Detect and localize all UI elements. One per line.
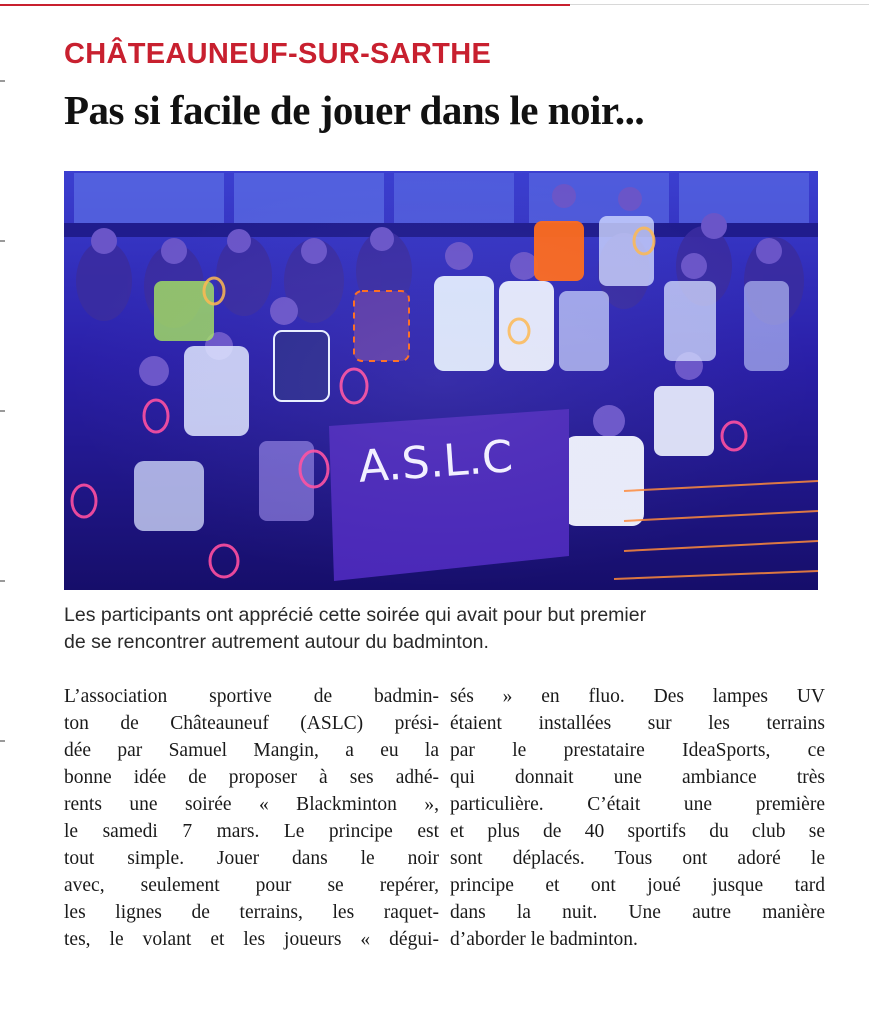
body-line: étaient installées sur les terrains (450, 713, 825, 734)
article-kicker: CHÂTEAUNEUF-SUR-SARTHE (64, 38, 492, 70)
body-line: avec, seulement pour se repérer, (64, 875, 439, 896)
body-line: et plus de 40 sportifs du club se (450, 821, 825, 842)
body-line: principe et ont joué jusque tard (450, 875, 825, 896)
body-line: qui donnait une ambiance très (450, 767, 825, 788)
body-line: sés » en fluo. Des lampes UV (450, 686, 825, 707)
body-line: le samedi 7 mars. Le principe est (64, 821, 439, 842)
caption-line: Les participants ont apprécié cette soirée qui avait pour but premier (64, 604, 647, 626)
body-line: bonne idée de proposer à ses adhé- (64, 767, 439, 788)
body-line: les lignes de terrains, les raquet- (64, 902, 439, 923)
caption-line: de se rencontrer autrement autour du badminton. (64, 631, 489, 653)
body-line: dans la nuit. Une autre manière (450, 902, 825, 923)
body-line: ton de Châteauneuf (ASLC) prési- (64, 713, 439, 734)
banner-text: A.S.L.C (356, 431, 515, 493)
article-photo (64, 171, 818, 590)
top-grey-rule (570, 4, 869, 5)
body-line: sont déplacés. Tous ont adoré le (450, 848, 825, 869)
photo-caption (64, 602, 824, 656)
body-column-right (450, 683, 825, 953)
body-column-left (64, 683, 439, 953)
body-line: d’aborder le badminton. (450, 929, 638, 950)
body-line: dée par Samuel Mangin, a eu la (64, 740, 439, 761)
top-red-rule (0, 4, 570, 6)
body-line: rents une soirée « Blackminton », (64, 794, 439, 815)
page-edge-marks (0, 80, 6, 780)
body-line: tout simple. Jouer dans le noir (64, 848, 439, 869)
body-line: particulière. C’était une première (450, 794, 825, 815)
body-line: tes, le volant et les joueurs « dégui- (64, 929, 439, 950)
body-line: L’association sportive de badmin- (64, 686, 439, 707)
article-headline: Pas si facile de jouer dans le noir... (64, 87, 645, 133)
body-line: par le prestataire IdeaSports, ce (450, 740, 825, 761)
